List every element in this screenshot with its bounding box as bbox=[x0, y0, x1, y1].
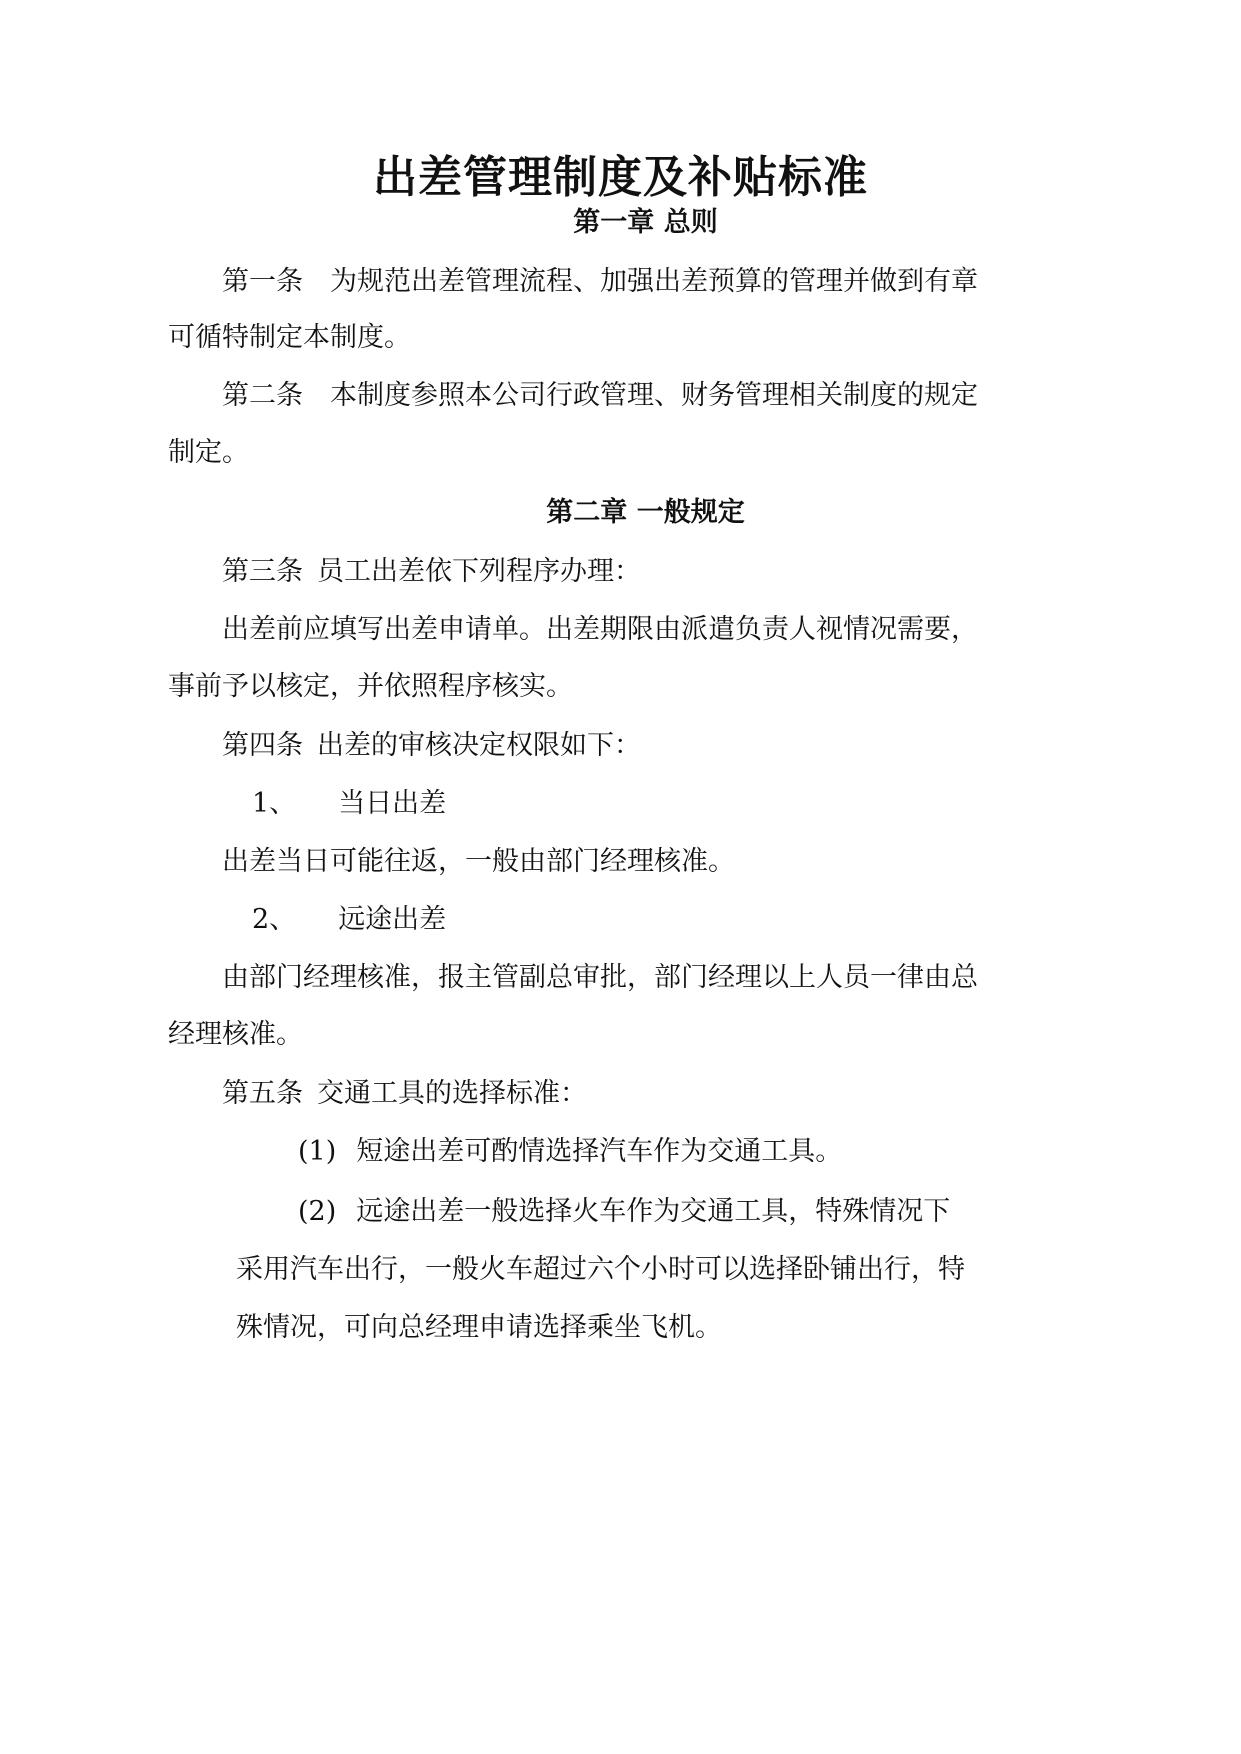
article-3-text: 员工出差依下列程序办理： bbox=[317, 556, 641, 587]
article-4-text: 出差的审核决定权限如下： bbox=[317, 730, 641, 761]
article-2-text: 本制度参照本公司行政管理、财务管理相关制度的规定 bbox=[330, 380, 978, 411]
article-5-label: 第五条 bbox=[222, 1078, 303, 1109]
chapter-1-heading: 第一章 总则 bbox=[573, 207, 718, 238]
article-2-text-cont: 制定。 bbox=[168, 437, 249, 468]
list-item bbox=[298, 1192, 950, 1232]
article-1-text-cont: 可循特制定本制度。 bbox=[168, 322, 411, 353]
list-item-number: 2、 bbox=[252, 904, 297, 935]
list-item bbox=[252, 784, 446, 824]
list-item bbox=[252, 900, 446, 940]
list-item-title: 当日出差 bbox=[338, 788, 447, 819]
list-item-title: 远途出差 bbox=[338, 904, 447, 935]
article-4-label: 第四条 bbox=[222, 730, 303, 761]
list-item-number: (1) bbox=[298, 1136, 337, 1167]
article-3-body-line-1: 出差前应填写出差申请单。出差期限由派遣负责人视情况需要， bbox=[222, 614, 978, 645]
list-item-text-cont: 殊情况，可向总经理申请选择乘坐飞机。 bbox=[236, 1312, 722, 1343]
list-item-number: (2) bbox=[298, 1196, 337, 1227]
document-title: 出差管理制度及补贴标准 bbox=[373, 152, 868, 203]
list-item-number: 1、 bbox=[252, 788, 297, 819]
article-1-text: 为规范出差管理流程、加强出差预算的管理并做到有章 bbox=[330, 266, 978, 297]
list-item-description: 由部门经理核准，报主管副总审批，部门经理以上人员一律由总 bbox=[222, 962, 978, 993]
list-item-text: 远途出差一般选择火车作为交通工具，特殊情况下 bbox=[356, 1196, 951, 1227]
article-5-text: 交通工具的选择标准： bbox=[317, 1078, 587, 1109]
article-3-body-line-2: 事前予以核定，并依照程序核实。 bbox=[168, 671, 573, 702]
list-item bbox=[298, 1132, 842, 1172]
list-item-description-cont: 经理核准。 bbox=[168, 1019, 303, 1050]
list-item-description: 出差当日可能往返，一般由部门经理核准。 bbox=[222, 846, 735, 877]
list-item-text-cont: 采用汽车出行，一般火车超过六个小时可以选择卧铺出行，特 bbox=[236, 1254, 965, 1285]
chapter-2-heading: 第二章 一般规定 bbox=[546, 497, 745, 528]
list-item-text: 短途出差可酌情选择汽车作为交通工具。 bbox=[356, 1136, 843, 1167]
article-1-label: 第一条 bbox=[222, 266, 303, 297]
article-3-label: 第三条 bbox=[222, 556, 303, 587]
article-2-label: 第二条 bbox=[222, 380, 303, 411]
